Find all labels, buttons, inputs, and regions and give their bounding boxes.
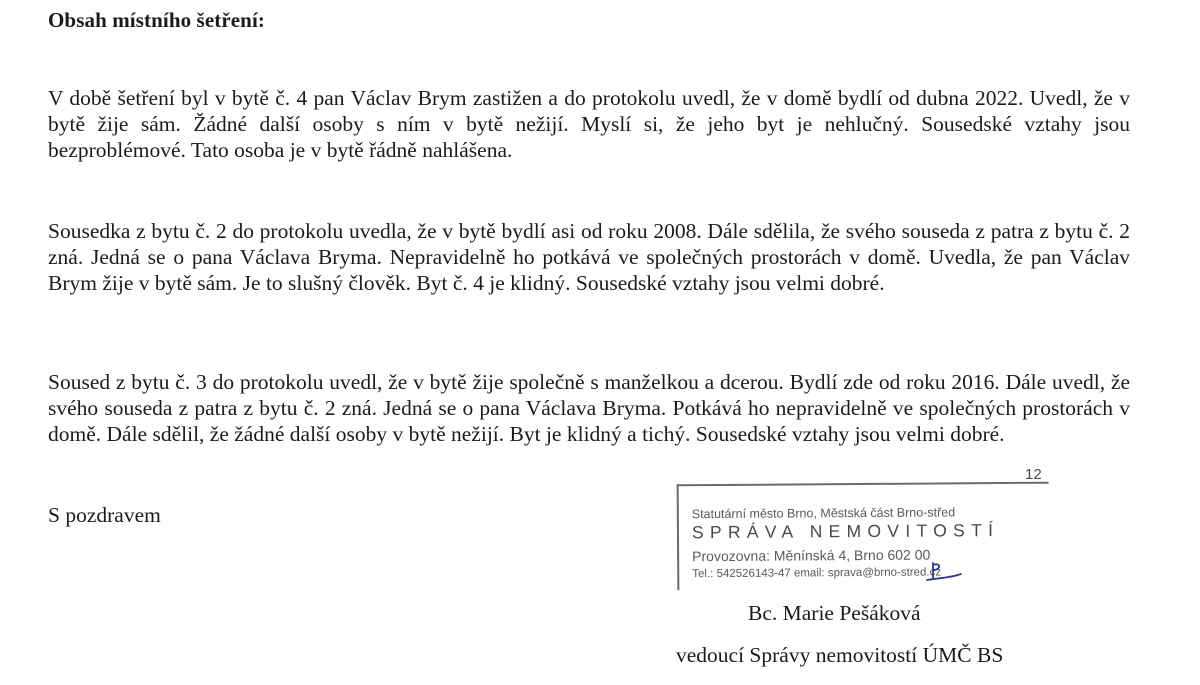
stamp-line-2: SPRÁVA NEMOVITOSTÍ	[691, 520, 1000, 543]
section-heading: Obsah místního šetření:	[48, 8, 265, 32]
paragraph-2: Sousedka z bytu č. 2 do protokolu uvedla, že v bytě bydlí asi od roku 2008. Dále sdělila, že svého souseda z patra z bytu č. 2 zná. Jedná se o pana Václava Bryma. Nepravidelně ho potkává ve společných prostorách v domě. Uvedla, že pan Václav Brym žije v bytě sám. Je to slušný člověk. Byt č. 4 je klidný. Sousedské vztahy jsou velmi dobré.	[48, 218, 1130, 295]
stamp-line-4: Tel.: 542526143-47 email: sprava@brno-stred.cz	[692, 566, 942, 581]
paragraph-1: V době šetření byl v bytě č. 4 pan Václav Brym zastižen a do protokolu uvedl, že v domě bydlí od dubna 2022. Uvedl, že v bytě žije sám. Žádné další osoby s ním v bytě nežijí. Myslí si, že jeho byt je nehlučný. Sousedské vztahy jsou bezproblémové. Tato osoba je v bytě řádně nahlášena.	[48, 85, 1130, 162]
page-number: 12	[1025, 466, 1042, 483]
stamp-line-1: Statutární město Brno, Městská část Brno-střed	[691, 505, 956, 522]
closing-greeting: S pozdravem	[48, 503, 161, 527]
signature-mark	[924, 560, 964, 584]
paragraph-3: Soused z bytu č. 3 do protokolu uvedl, že v bytě žije společně s manželkou a dcerou. Bydlí zde od roku 2016. Dále uvedl, že svého souseda z patra z bytu č. 2 zná. Jedná se o pana Václava Bryma. Potkává ho nepravidelně ve společných prostorách v domě. Dále sdělil, že žádné další osoby v bytě nežijí. Byt je klidný a tichý. Sousedské vztahy jsou velmi dobré.	[48, 369, 1130, 446]
signer-name: Bc. Marie Pešáková	[748, 601, 921, 625]
stamp-line-3: Provozovna: Měnínská 4, Brno 602 00	[692, 546, 931, 565]
signer-title: vedoucí Správy nemovitostí ÚMČ BS	[676, 643, 1004, 667]
office-stamp	[677, 482, 1050, 591]
